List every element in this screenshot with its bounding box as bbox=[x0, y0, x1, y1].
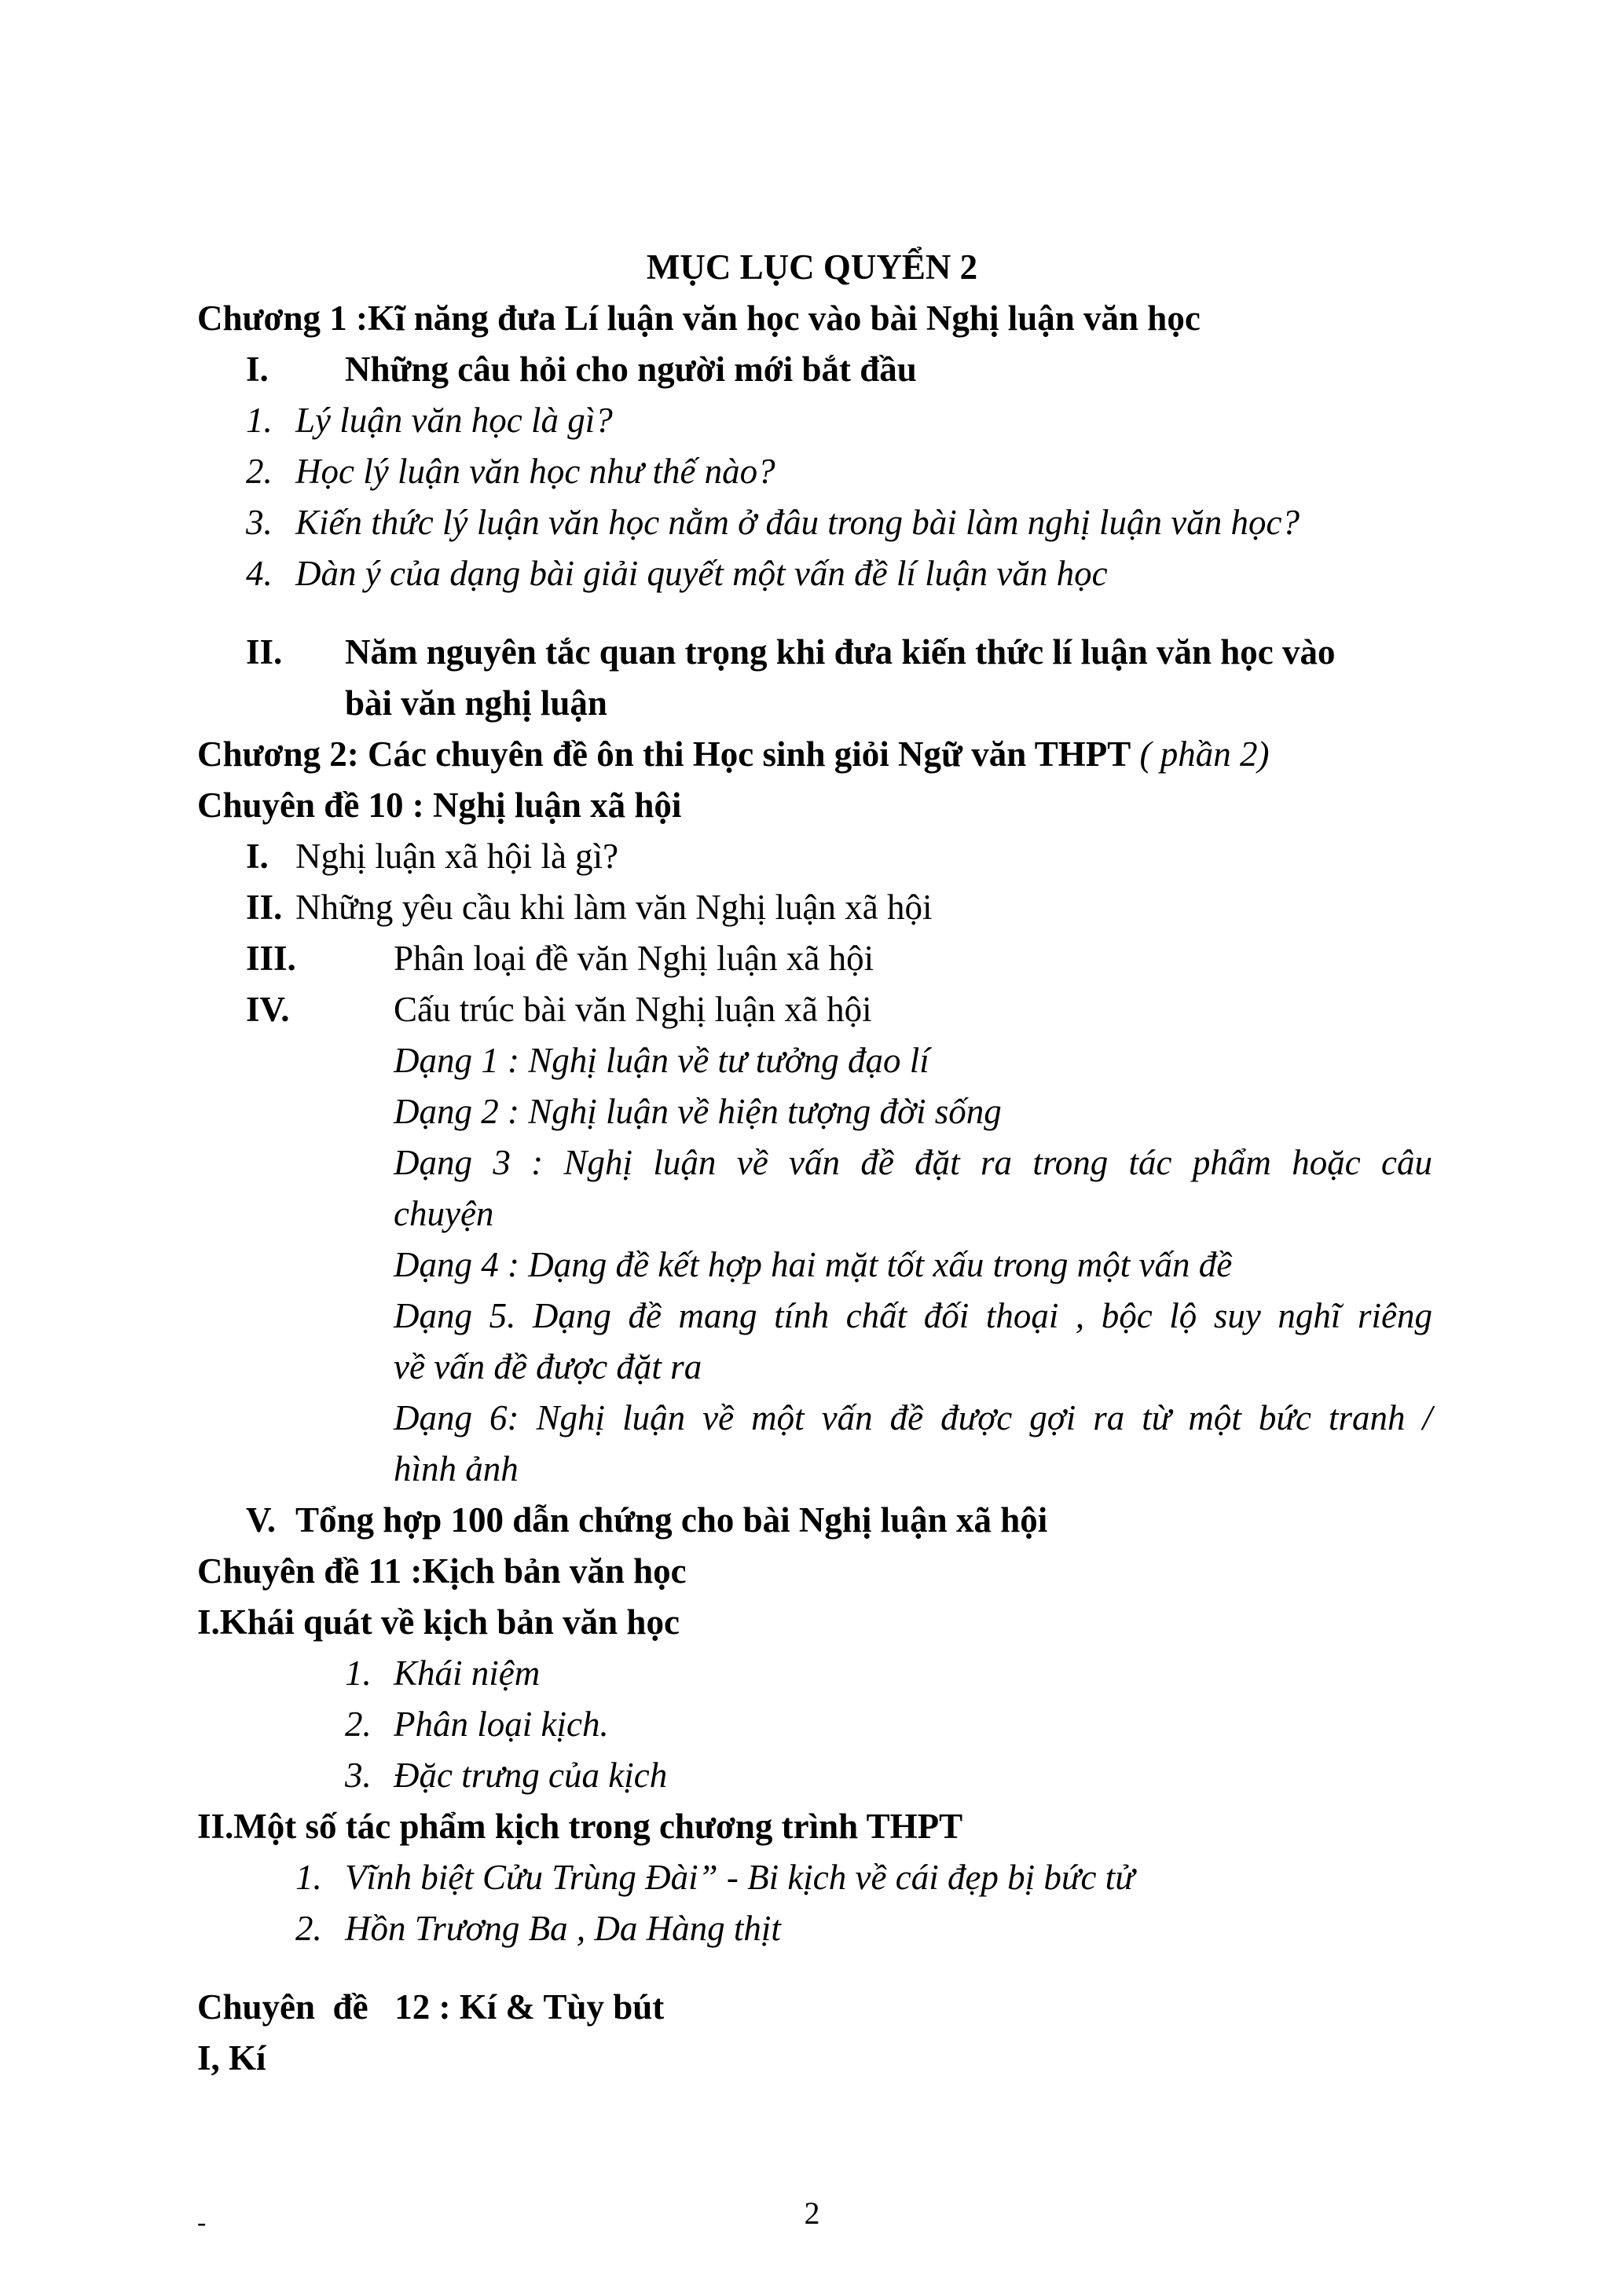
page-title: MỤC LỤC QUYỂN 2 bbox=[646, 247, 978, 287]
topic-10-section bbox=[246, 935, 874, 982]
item-text: Kiến thức lý luận văn học nằm ở đâu trong bài làm nghị luận văn học? bbox=[295, 503, 1300, 542]
item-number: 4. bbox=[246, 554, 273, 593]
item-number: 1. bbox=[345, 1653, 372, 1693]
dang-item: Dạng 1 : Nghị luận về tư tưởng đạo lí bbox=[394, 1041, 929, 1080]
list-item bbox=[246, 550, 1108, 597]
dang-item: Dạng 5. Dạng đề mang tính chất đối thoại , bộc lộ suy nghĩ riêng bbox=[394, 1296, 1432, 1335]
item-text: Hồn Trương Ba , Da Hàng thịt bbox=[345, 1909, 781, 1948]
topic-11-section-1: I.Khái quát về kịch bản văn học bbox=[197, 1602, 680, 1642]
chapter-note: ( phần 2) bbox=[1139, 734, 1270, 774]
section-title: Những câu hỏi cho người mới bắt đầu bbox=[345, 350, 917, 389]
list-item bbox=[345, 1701, 609, 1748]
chapter-2-heading bbox=[197, 731, 1270, 778]
section-text: Những yêu cầu khi làm văn Nghị luận xã hội bbox=[295, 888, 933, 927]
topic-12-heading: Chuyên đề 12 : Kí & Tùy bút bbox=[197, 1987, 665, 2027]
dang-item: Dạng 3 : Nghị luận về vấn đề đặt ra trong tác phẩm hoặc câu bbox=[394, 1143, 1432, 1182]
item-number: 2. bbox=[345, 1705, 372, 1744]
item-text: Học lý luận văn học như thế nào? bbox=[295, 452, 775, 491]
section-number: II. bbox=[246, 888, 283, 927]
section-text: Cấu trúc bài văn Nghị luận xã hội bbox=[394, 990, 872, 1029]
list-item bbox=[345, 1752, 668, 1799]
item-text: Đặc trưng của kịch bbox=[394, 1756, 668, 1795]
chapter-title: Chương 2: Các chuyên đề ôn thi Học sinh giỏi Ngữ văn THPT bbox=[197, 734, 1131, 774]
item-number: 1. bbox=[295, 1858, 322, 1897]
section-title-line: Năm nguyên tắc quan trọng khi đưa kiến thức lí luận văn học vào bbox=[345, 632, 1336, 672]
item-number: 3. bbox=[246, 503, 273, 542]
dang-item: Dạng 6: Nghị luận về một vấn đề được gợi ra từ một bức tranh / bbox=[394, 1398, 1432, 1437]
section-text: Nghị luận xã hội là gì? bbox=[295, 837, 619, 876]
item-number: 2. bbox=[246, 452, 273, 491]
section-title-line: bài văn nghị luận bbox=[345, 683, 607, 723]
dang-item: Dạng 4 : Dạng đề kết hợp hai mặt tốt xấu trong một vấn đề bbox=[394, 1245, 1233, 1284]
item-number: 1. bbox=[246, 401, 273, 440]
topic-12-section-1: I, Kí bbox=[197, 2038, 266, 2078]
list-item bbox=[295, 1854, 1135, 1901]
topic-10-section bbox=[246, 1496, 1048, 1543]
section-number: V. bbox=[246, 1500, 276, 1540]
topic-10-section bbox=[246, 986, 872, 1033]
section-text: Phân loại đề văn Nghị luận xã hội bbox=[394, 939, 874, 978]
list-item bbox=[345, 1650, 541, 1697]
section-number: I. bbox=[246, 837, 269, 876]
section-number: III. bbox=[246, 939, 296, 978]
topic-11-heading: Chuyên đề 11 :Kịch bản văn học bbox=[197, 1551, 687, 1591]
list-item bbox=[246, 397, 613, 444]
section-text: Tổng hợp 100 dẫn chứng cho bài Nghị luận xã hội bbox=[295, 1500, 1048, 1540]
list-item bbox=[295, 1905, 781, 1952]
item-text: Lý luận văn học là gì? bbox=[295, 401, 613, 440]
chapter-1-section-1 bbox=[246, 346, 917, 393]
topic-11-section-2: II.Một số tác phẩm kịch trong chương trình THPT bbox=[197, 1807, 963, 1846]
section-number: IV. bbox=[246, 990, 290, 1029]
list-item bbox=[246, 499, 1300, 546]
list-item bbox=[246, 448, 775, 495]
item-text: Khái niệm bbox=[394, 1653, 541, 1693]
page-number: 2 bbox=[804, 2195, 820, 2231]
topic-10-heading: Chuyên đề 10 : Nghị luận xã hội bbox=[197, 785, 682, 825]
dang-item-continued: chuyện bbox=[394, 1194, 494, 1233]
item-text: Vĩnh biệt Cửu Trùng Đài” - Bi kịch về cái đẹp bị bức tử bbox=[345, 1858, 1135, 1897]
item-number: 3. bbox=[345, 1756, 372, 1795]
section-number: II. bbox=[246, 632, 283, 672]
footer-mark: - bbox=[197, 2208, 207, 2237]
section-number: I. bbox=[246, 350, 269, 389]
item-text: Dàn ý của dạng bài giải quyết một vấn đề lí luận văn học bbox=[295, 554, 1108, 593]
dang-item: Dạng 2 : Nghị luận về hiện tượng đời sống bbox=[394, 1092, 1002, 1131]
dang-item-continued: về vấn đề được đặt ra bbox=[394, 1347, 702, 1386]
chapter-1-heading: Chương 1 :Kĩ năng đưa Lí luận văn học vào bài Nghị luận văn học bbox=[197, 298, 1201, 338]
topic-10-section bbox=[246, 833, 619, 880]
dang-item-continued: hình ảnh bbox=[394, 1449, 519, 1489]
item-number: 2. bbox=[295, 1909, 322, 1948]
item-text: Phân loại kịch. bbox=[394, 1705, 609, 1744]
topic-10-section bbox=[246, 884, 933, 931]
chapter-1-section-2 bbox=[246, 628, 282, 676]
